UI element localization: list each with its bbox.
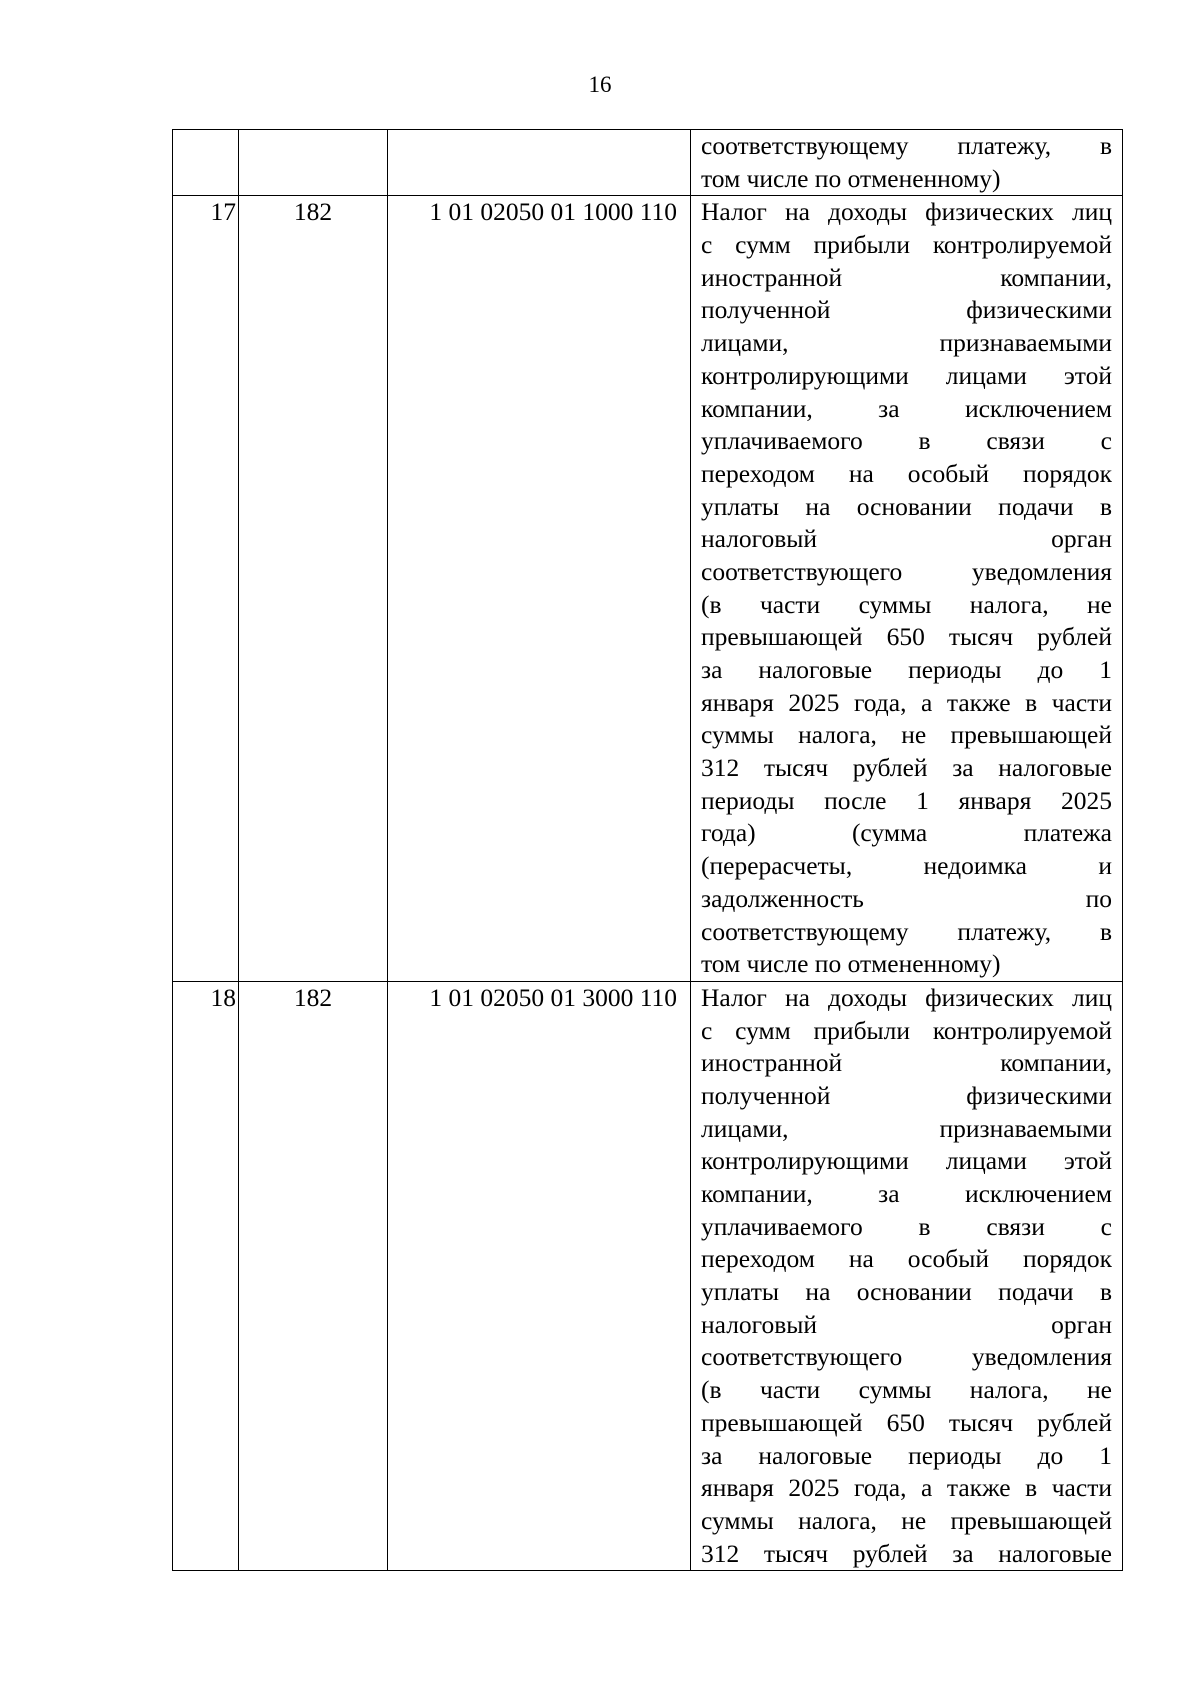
revenue-name-line: налоговый орган — [701, 1309, 1112, 1339]
revenue-name-line: полученной физическими — [701, 295, 1112, 325]
revenue-name-line: 312 тысяч рублей за налоговые — [701, 753, 1112, 783]
revenue-name-line: января 2025 года, а также в части — [701, 687, 1112, 717]
revenue-name-line: контролирующими лицами этой — [701, 360, 1112, 390]
revenue-name-line: переходом на особый порядок — [701, 1244, 1112, 1274]
budget-classification-code-cell: 1 01 02050 01 3000 110 — [388, 981, 691, 1570]
revenue-name-line: (в части суммы налога, не — [701, 589, 1112, 619]
revenue-name-line: полученной физическими — [701, 1080, 1112, 1110]
row-number-cell — [173, 130, 239, 196]
revenue-name-line: лицами, признаваемыми — [701, 328, 1112, 358]
revenue-name-cell — [691, 196, 1123, 982]
revenue-name-line: соответствующего уведомления — [701, 556, 1112, 586]
row-number-cell: 17 — [173, 196, 239, 982]
revenue-name-line: Налог на доходы физических лиц — [701, 197, 1112, 227]
revenue-name-line: соответствующему платежу, в — [701, 916, 1112, 946]
revenue-name-line: (в части суммы налога, не — [701, 1375, 1112, 1405]
administrator-code-cell: 182 — [239, 981, 388, 1570]
revenue-name-line: иностранной компании, — [701, 262, 1112, 292]
revenue-name-line: компании, за исключением — [701, 1179, 1112, 1208]
administrator-code-cell: 182 — [239, 196, 388, 982]
revenue-name-line: превышающей 650 тысяч рублей — [701, 1407, 1112, 1437]
revenue-name-line: января 2025 года, а также в части — [701, 1473, 1112, 1503]
revenue-name-line: 312 тысяч рублей за налоговые — [701, 1538, 1112, 1568]
revenue-name-line: превышающей 650 тысяч рублей — [701, 622, 1112, 652]
revenue-name-line: суммы налога, не превышающей — [701, 1505, 1112, 1535]
revenue-name-line: лицами, признаваемыми — [701, 1113, 1112, 1143]
table-body — [173, 130, 1123, 1571]
revenue-name-line: уплаты на основании подачи в — [701, 491, 1112, 521]
revenue-name-line: периоды после 1 января 2025 — [701, 785, 1112, 815]
revenue-name-line: с сумм прибыли контролируемой — [701, 1015, 1112, 1045]
revenue-name-line: суммы налога, не превышающей — [701, 720, 1112, 750]
revenue-name-cell — [691, 981, 1123, 1570]
budget-classification-code-cell: 1 01 02050 01 1000 110 — [388, 196, 691, 982]
revenue-name-line: переходом на особый порядок — [701, 458, 1112, 488]
revenue-name-line: года) (сумма платежа — [701, 818, 1112, 848]
revenue-name-line: с сумм прибыли контролируемой — [701, 230, 1112, 260]
table-row — [173, 130, 1123, 196]
revenue-name-cell — [691, 130, 1123, 196]
row-number-cell: 18 — [173, 981, 239, 1570]
revenue-name-line: налоговый орган — [701, 524, 1112, 554]
budget-classification-code-cell — [388, 130, 691, 196]
revenue-name-line: соответствующему платежу, в — [701, 131, 1112, 160]
revenue-name-line: том числе по отмененному) — [701, 949, 1001, 979]
revenue-name-line: за налоговые периоды до 1 — [701, 1440, 1112, 1470]
revenue-name-line: компании, за исключением — [701, 393, 1112, 423]
revenue-name-line: том числе по отмененному) — [701, 163, 1001, 193]
revenue-name-line: за налоговые периоды до 1 — [701, 655, 1112, 684]
revenue-name-line: уплачиваемого в связи с — [701, 1211, 1112, 1241]
revenue-name-line: задолженность по — [701, 883, 1112, 913]
revenue-codes-table — [172, 129, 1123, 1571]
table-row — [173, 196, 1123, 982]
page-number: 16 — [588, 72, 612, 97]
administrator-code-cell — [239, 130, 388, 196]
revenue-name-line: (перерасчеты, недоимка и — [701, 851, 1112, 881]
revenue-name-line: иностранной компании, — [701, 1048, 1112, 1078]
revenue-name-line: уплаты на основании подачи в — [701, 1277, 1112, 1307]
table-row — [173, 981, 1123, 1570]
revenue-name-line: контролирующими лицами этой — [701, 1146, 1112, 1176]
revenue-name-line: Налог на доходы физических лиц — [701, 982, 1112, 1012]
revenue-name-line: соответствующего уведомления — [701, 1342, 1112, 1372]
revenue-name-line: уплачиваемого в связи с — [701, 426, 1112, 456]
